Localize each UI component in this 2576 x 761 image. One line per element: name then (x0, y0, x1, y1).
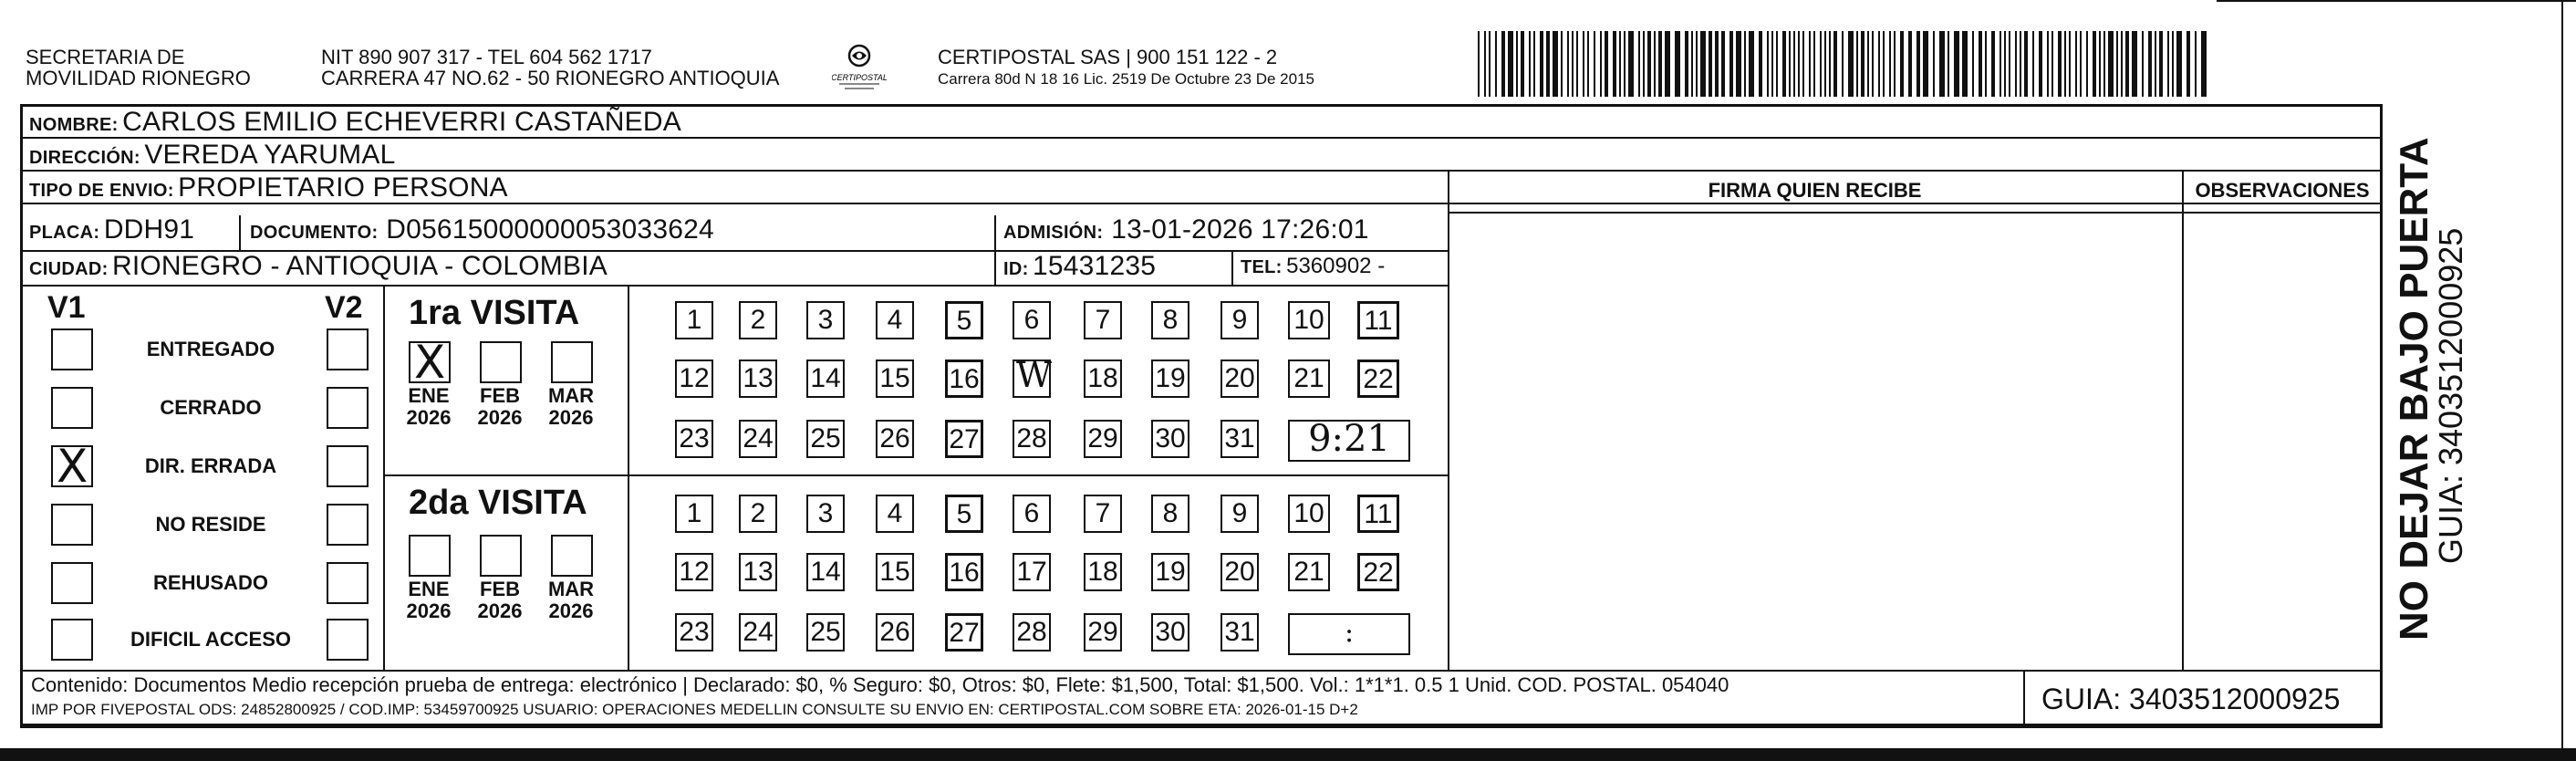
barcode-bar (2159, 31, 2163, 97)
sender-name-line-1: SECRETARIA DE (26, 46, 185, 68)
barcode-bar (1665, 31, 1670, 97)
barcode-bar (1594, 31, 1595, 97)
day-box[interactable]: 25 (806, 420, 845, 458)
barcode-bar (2093, 31, 2096, 97)
barcode-bar (1991, 31, 1995, 97)
tipo-envio-value: PROPIETARIO PERSONA (178, 172, 508, 203)
barcode-bar (1521, 31, 1524, 97)
day-box[interactable]: 14 (806, 360, 845, 398)
tipo-envio-row (29, 170, 508, 211)
v1-checkbox[interactable] (51, 328, 93, 370)
barcode-bar (1809, 31, 1811, 97)
barcode-bar (1923, 31, 1928, 97)
barcode-bar (1802, 31, 1804, 97)
direccion-value: VEREDA YARUMAL (144, 140, 396, 170)
barcode-bar (1736, 31, 1741, 97)
barcode-bar (2142, 31, 2144, 97)
imp-line: IMP POR FIVEPOSTAL ODS: 24852800925 / COD.IMP: 53459700925 USUARIO: OPERACIONES MEDELLIN CONSULTE SU ENVIO EN: CERTIPOSTAL.COM SOBRE ETA: 2026-01-15 D+2 (31, 701, 1358, 718)
barcode-bar (1894, 31, 1896, 97)
day-box[interactable]: 13 (739, 553, 777, 591)
day-box[interactable]: 11 (1357, 301, 1399, 339)
barcode-bar (1798, 31, 1800, 97)
x-mark: X (57, 440, 88, 493)
day-box[interactable]: 8 (1151, 301, 1189, 339)
day-box[interactable]: 1 (675, 495, 713, 533)
barcode-bar (1948, 31, 1949, 97)
barcode-bar (1979, 31, 1982, 97)
id-label: ID: (1003, 259, 1029, 279)
year-label: 2026 (477, 406, 523, 429)
barcode-bar (1489, 31, 1491, 97)
v2-checkbox[interactable] (327, 328, 369, 370)
ciudad-label: CIUDAD: (29, 259, 109, 279)
documento-row (250, 212, 714, 253)
barcode-bar (1729, 31, 1733, 97)
footer-guia: GUIA: 3403512000925 (2041, 683, 2341, 715)
day-box[interactable]: 15 (876, 553, 914, 591)
barcode-bar (1962, 31, 1968, 97)
tel-label: TEL: (1241, 257, 1283, 277)
barcode-bar (2125, 31, 2129, 97)
status-option-label: REHUSADO (153, 571, 268, 594)
barcode-bar (2132, 31, 2137, 97)
address-line: CARRERA 47 NO.62 - 50 RIONEGRO ANTIOQUIA (321, 67, 780, 89)
barcode-bar (2024, 31, 2028, 97)
day-box[interactable]: 31 (1220, 420, 1259, 458)
barcode-bar (2176, 31, 2182, 97)
barcode-bar (1749, 31, 1754, 97)
day-box[interactable]: 4 (876, 301, 914, 339)
barcode-bar (1540, 31, 1543, 97)
barcode-bar (1889, 31, 1891, 97)
time-field[interactable] (1288, 613, 1410, 655)
barcode-bar (2015, 31, 2017, 97)
day-box[interactable]: 18 (1084, 360, 1122, 398)
day-box[interactable]: 23 (675, 613, 713, 652)
barcode-bar (1501, 31, 1505, 97)
day-box[interactable]: 20 (1220, 360, 1259, 398)
day-box[interactable]: 8 (1151, 495, 1189, 533)
barcode-bar (2058, 31, 2062, 97)
day-box[interactable]: 5 (945, 495, 983, 533)
status-option-label: DIR. ERRADA (144, 454, 277, 477)
barcode-bar (1691, 31, 1693, 97)
barcode-bar (2201, 31, 2207, 97)
barcode-bar (2167, 31, 2169, 97)
barcode-bar (1638, 31, 1640, 97)
placa-value: DDH91 (103, 214, 195, 245)
barcode-bar (1495, 31, 1497, 97)
barcode-bar (1572, 31, 1574, 97)
barcode-bar (1972, 31, 1974, 97)
barcode-bar (1782, 31, 1786, 97)
barcode-bar (1605, 31, 1608, 97)
v2-checkbox[interactable] (327, 445, 369, 487)
barcode-bar (1933, 31, 1935, 97)
day-box[interactable]: 10 (1288, 495, 1330, 533)
barcode-bar (2009, 31, 2010, 97)
v2-checkbox[interactable] (327, 504, 369, 546)
observaciones-header: OBSERVACIONES (2195, 179, 2370, 202)
barcode-bar (2075, 31, 2077, 97)
barcode-bar (2020, 31, 2021, 97)
barcode-bar (1985, 31, 1987, 97)
v2-checkbox[interactable] (327, 387, 369, 429)
day-box[interactable]: 3 (806, 301, 845, 339)
ciudad-value: RIONEGRO - ANTIOQUIA - COLOMBIA (112, 251, 608, 281)
first-visit-title: 1ra VISITA (409, 294, 580, 332)
barcode-bar (2172, 31, 2174, 97)
barcode-bar (2195, 31, 2197, 97)
barcode-bar (1619, 31, 1621, 97)
barcode-bar (1939, 31, 1945, 97)
day-box[interactable]: 25 (806, 613, 845, 652)
day-box[interactable]: 16 (945, 553, 983, 591)
day-box[interactable]: 30 (1151, 613, 1189, 652)
barcode-bar (1675, 31, 1680, 97)
v1-checkbox[interactable] (51, 562, 93, 604)
documento-label: DOCUMENTO: (250, 223, 379, 243)
id-value: 15431235 (1033, 251, 1157, 281)
year-label: 2026 (406, 599, 452, 622)
barcode-bar (1900, 31, 1904, 97)
barcode-bar (1908, 31, 1912, 97)
day-box[interactable]: 2 (739, 301, 777, 339)
time-value: : (1344, 617, 1355, 649)
barcode-bar (1848, 31, 1854, 97)
month-checkbox[interactable] (480, 341, 522, 383)
barcode-bar (1484, 31, 1486, 97)
barcode-bar (1861, 31, 1864, 97)
day-box[interactable]: 9 (1220, 495, 1259, 533)
day-box[interactable]: 14 (806, 553, 845, 591)
barcode-bar (1516, 31, 1518, 97)
day-box[interactable]: 31 (1220, 613, 1259, 652)
day-box[interactable]: 12 (675, 553, 713, 591)
barcode-bar (1833, 31, 1837, 97)
v2-checkbox[interactable] (327, 619, 369, 661)
day-box[interactable]: 26 (876, 613, 914, 652)
barcode-bar (2186, 31, 2190, 97)
month-checkbox[interactable] (409, 535, 451, 577)
day-box[interactable]: 1 (675, 301, 713, 339)
barcode-bar (1820, 31, 1822, 97)
barcode-bar (2064, 31, 2066, 97)
v1-checkbox[interactable] (51, 619, 93, 661)
nombre-value: CARLOS EMILIO ECHEVERRI CASTAÑEDA (122, 107, 681, 137)
barcode-bar (2039, 31, 2042, 97)
barcode-bar (1654, 31, 1656, 97)
barcode-bar (2051, 31, 2053, 97)
barcode-bar (1658, 31, 1662, 97)
day-box[interactable]: 13 (739, 360, 777, 398)
placa-label: PLACA: (29, 223, 100, 243)
barcode-bar (1721, 31, 1725, 97)
bottom-bar (0, 748, 2576, 761)
barcode-bar (1546, 31, 1550, 97)
month-checkbox[interactable] (551, 535, 593, 577)
day-box[interactable]: 24 (739, 420, 777, 458)
firma-header: FIRMA QUIEN RECIBE (1708, 179, 1922, 202)
day-box[interactable]: 7 (1084, 301, 1122, 339)
v2-checkbox[interactable] (327, 562, 369, 604)
barcode-bar (1685, 31, 1688, 97)
day-box[interactable]: 7 (1084, 495, 1122, 533)
day-box[interactable]: 12 (675, 360, 713, 398)
side-guia: GUIA: 3403512000925 (2432, 227, 2469, 564)
barcode-bar (1624, 31, 1626, 97)
barcode-bar (1744, 31, 1746, 97)
day-box[interactable]: 22 (1357, 360, 1399, 398)
barcode-bar (1696, 31, 1698, 97)
admision-label: ADMISIÓN: (1003, 223, 1104, 243)
certipostal-logo (832, 40, 887, 95)
barcode-bar (2099, 31, 2101, 97)
day-box[interactable]: 6 (1013, 495, 1051, 533)
day-box[interactable]: 21 (1288, 360, 1330, 398)
barcode-bar (2004, 31, 2006, 97)
month-label: FEB (480, 578, 520, 600)
day-box[interactable]: 24 (739, 613, 777, 652)
day-box[interactable]: 29 (1084, 613, 1122, 652)
day-box[interactable]: 19 (1151, 360, 1189, 398)
barcode-bar (1583, 31, 1584, 97)
time-value: 9:21 (1308, 418, 1390, 460)
barcode-bar (1567, 31, 1569, 97)
day-box[interactable] (1013, 355, 1053, 398)
barcode-bar (2103, 31, 2105, 97)
v1-header: V1 (47, 290, 86, 325)
v1-checkbox[interactable] (51, 387, 93, 429)
day-box[interactable]: 28 (1013, 613, 1051, 652)
day-box[interactable]: 17 (1013, 553, 1051, 591)
direccion-label: DIRECCIÓN: (29, 148, 140, 168)
month-checkbox[interactable] (551, 341, 593, 383)
month-checkbox[interactable] (480, 535, 522, 577)
barcode-bar (1883, 31, 1885, 97)
barcode-bar (1587, 31, 1589, 97)
admision-row (1003, 212, 1369, 253)
barcode-bar (1793, 31, 1795, 97)
status-option-label: NO RESIDE (155, 513, 266, 536)
barcode-bar (2121, 31, 2123, 97)
day-box[interactable]: 9 (1220, 301, 1259, 339)
barcode-bar (1842, 31, 1844, 97)
barcode-bar (2155, 31, 2156, 97)
barcode-bar (1613, 31, 1616, 97)
x-mark: X (414, 336, 446, 389)
barcode-bar (2032, 31, 2034, 97)
day-box[interactable]: 18 (1084, 553, 1122, 591)
barcode-bar (1813, 31, 1815, 97)
barcode-bar (1647, 31, 1651, 97)
barcode-bar (2086, 31, 2088, 97)
id-row (1003, 248, 1156, 289)
barcode-bar (2080, 31, 2082, 97)
contenido-line: Contenido: Documentos Medio recepción prueba de entrega: electrónico | Declarado: $0, % Seguro: $0, Otros: $0, Flete: $1,500, Total: $1,500. Vol.: 1*1*1. 0.5 1 Unid. COD. POSTAL. 054040 (31, 673, 1729, 696)
day-box[interactable]: 28 (1013, 420, 1051, 458)
barcode (1478, 31, 2207, 97)
second-visit-title: 2da VISITA (409, 484, 587, 522)
year-label: 2026 (406, 406, 452, 429)
barcode-bar (1628, 31, 1634, 97)
barcode-bar (1643, 31, 1645, 97)
barcode-bar (1776, 31, 1778, 97)
status-option-label: ENTREGADO (146, 338, 275, 360)
barcode-bar (2069, 31, 2071, 97)
sender-name-line-2: MOVILIDAD RIONEGRO (26, 67, 251, 89)
barcode-bar (1600, 31, 1602, 97)
day-scribble-mark: W (1016, 355, 1053, 395)
barcode-bar (1916, 31, 1920, 97)
v2-header: V2 (325, 290, 363, 325)
barcode-bar (1872, 31, 1874, 97)
day-box[interactable]: 22 (1357, 553, 1399, 591)
day-box[interactable]: 20 (1220, 553, 1259, 591)
barcode-bar (1867, 31, 1869, 97)
day-box[interactable]: 3 (806, 495, 845, 533)
barcode-bar (1529, 31, 1531, 97)
day-box[interactable]: 10 (1288, 301, 1330, 339)
v1-checkbox[interactable] (51, 440, 93, 493)
barcode-bar (1954, 31, 1959, 97)
barcode-bar (1709, 31, 1712, 97)
barcode-bar (1789, 31, 1791, 97)
right-edge-line (2561, 0, 2563, 748)
barcode-bar (1715, 31, 1719, 97)
day-box[interactable]: 6 (1013, 301, 1051, 339)
placa-row (29, 212, 194, 253)
day-box[interactable]: 23 (675, 420, 713, 458)
barcode-bar (2108, 31, 2114, 97)
month-label: MAR (547, 578, 595, 600)
barcode-bar (2000, 31, 2001, 97)
day-box[interactable]: 15 (876, 360, 914, 398)
barcode-bar (1576, 31, 1578, 97)
barcode-bar (2148, 31, 2152, 97)
month-label: FEB (480, 384, 520, 407)
barcode-bar (1700, 31, 1706, 97)
barcode-bar (1553, 31, 1558, 97)
month-label: ENE (408, 578, 450, 600)
nit-line: NIT 890 907 317 - TEL 604 562 1717 (321, 46, 652, 68)
status-option-label: CERRADO (160, 396, 262, 419)
month-checkbox[interactable] (409, 336, 451, 389)
ciudad-row (29, 248, 608, 289)
v1-checkbox[interactable] (51, 504, 93, 546)
status-option-label: DIFICIL ACCESO (130, 628, 291, 651)
barcode-bar (2047, 31, 2049, 97)
day-box[interactable]: 2 (739, 495, 777, 533)
nombre-label: NOMBRE: (29, 115, 119, 135)
tel-row (1241, 248, 1385, 287)
tipo-envio-label: TIPO DE ENVIO: (29, 181, 174, 201)
barcode-bar (1561, 31, 1563, 97)
top-rule (2217, 0, 2576, 2)
day-box[interactable]: 29 (1084, 420, 1122, 458)
tel-value: 5360902 - (1286, 254, 1386, 278)
day-box[interactable]: 27 (945, 613, 983, 652)
month-label: ENE (408, 384, 450, 407)
day-box[interactable]: 4 (876, 495, 914, 533)
no-dejar-warning: NO DEJAR BAJO PUERTA (2392, 137, 2436, 641)
day-box[interactable]: 11 (1357, 495, 1399, 533)
barcode-bar (1771, 31, 1773, 97)
barcode-bar (1759, 31, 1762, 97)
day-box[interactable]: 26 (876, 420, 914, 458)
day-box[interactable]: 5 (945, 301, 983, 339)
day-box[interactable]: 21 (1288, 553, 1330, 591)
admision-value: 13-01-2026 17:26:01 (1111, 214, 1369, 245)
year-label: 2026 (548, 406, 594, 429)
year-label: 2026 (477, 599, 523, 622)
barcode-bar (1856, 31, 1858, 97)
barcode-bar (2116, 31, 2118, 97)
svg-text:CERTIPOSTAL: CERTIPOSTAL (832, 73, 887, 82)
barcode-bar (1533, 31, 1535, 97)
day-box[interactable]: 19 (1151, 553, 1189, 591)
barcode-bar (1824, 31, 1826, 97)
year-label: 2026 (548, 599, 594, 622)
barcode-bar (1508, 31, 1513, 97)
day-box[interactable]: 30 (1151, 420, 1189, 458)
month-label: MAR (547, 384, 595, 407)
day-box[interactable]: 16 (945, 360, 983, 398)
barcode-bar (1767, 31, 1769, 97)
license-line: Carrera 80d N 18 16 Lic. 2519 De Octubre 23 De 2015 (938, 70, 1314, 88)
barcode-bar (1829, 31, 1831, 97)
barcode-bar (1878, 31, 1880, 97)
documento-value: D05615000000053033624 (386, 214, 714, 245)
carrier-line: CERTIPOSTAL SAS | 900 151 122 - 2 (938, 46, 1278, 68)
day-box[interactable]: 27 (945, 420, 983, 458)
barcode-bar (1478, 31, 1480, 97)
time-field[interactable] (1288, 420, 1410, 462)
